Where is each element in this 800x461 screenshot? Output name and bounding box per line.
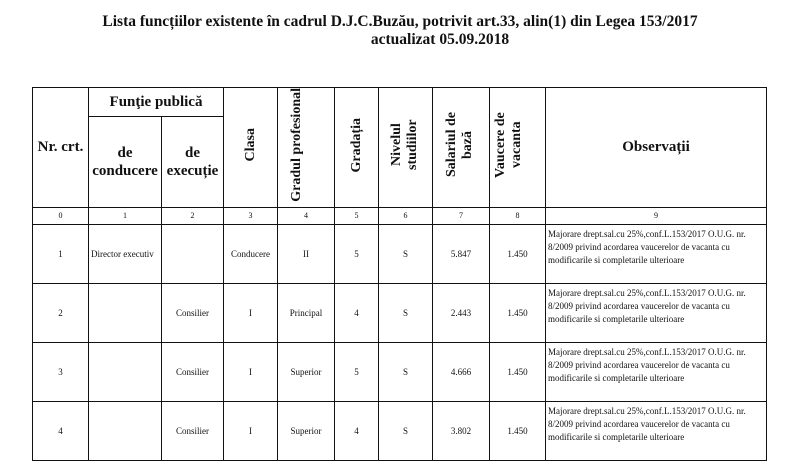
column-index-row	[33, 207, 767, 224]
cell-gradatia: 5	[335, 342, 379, 401]
cell-gradatia: 4	[335, 283, 379, 342]
header-gradatia	[335, 88, 379, 208]
column-index: 0	[33, 207, 89, 224]
document-title: Lista funcțiilor existente în cadrul D.J.C.Buzău, potrivit art.33, alin(1) din Legea 153/2017	[102, 13, 698, 30]
cell-gradul-profesional: Principal	[278, 283, 335, 342]
cell-nivelul-studiilor: S	[379, 224, 433, 283]
cell-de-conducere	[89, 342, 162, 401]
cell-nivelul-studiilor: S	[379, 401, 433, 460]
cell-nr: 1	[33, 224, 89, 283]
column-index: 3	[224, 207, 278, 224]
cell-observatii: Majorare drept.sal.cu 25%,conf.L.153/2017 O.U.G. nr. 8/2009 privind acordarea vaucerelor de vacanta cu modificarile si completarile ulterioare	[546, 342, 767, 401]
cell-de-conducere	[89, 401, 162, 460]
column-index: 2	[162, 207, 224, 224]
column-index: 7	[433, 207, 490, 224]
cell-vaucere: 1.450	[490, 401, 546, 460]
header-clasa-label: Clasa	[242, 128, 258, 162]
cell-gradul-profesional: Superior	[278, 342, 335, 401]
header-salariul-de-baza-label: Salariul de bază	[444, 112, 475, 178]
cell-clasa: I	[224, 342, 278, 401]
cell-observatii: Majorare drept.sal.cu 25%,conf.L.153/2017 O.U.G. nr. 8/2009 privind acordarea vaucerelor de vacanta cu modificarile si completarile ulterioare	[546, 224, 767, 283]
cell-clasa: Conducere	[224, 224, 278, 283]
header-nr-crt: Nr. crt.	[33, 88, 89, 208]
table-row	[33, 342, 767, 401]
cell-clasa: I	[224, 283, 278, 342]
column-index: 6	[379, 207, 433, 224]
table-row	[33, 401, 767, 460]
cell-salariul-de-baza: 4.666	[433, 342, 490, 401]
column-index: 5	[335, 207, 379, 224]
header-gradul-profesional-label: Gradul profesional	[289, 88, 304, 202]
header-nivelul-studiilor	[379, 88, 433, 208]
cell-observatii: Majorare drept.sal.cu 25%,conf.L.153/2017 O.U.G. nr. 8/2009 privind acordarea vaucerelor de vacanta cu modificarile si completarile ulterioare	[546, 283, 767, 342]
cell-nr: 3	[33, 342, 89, 401]
cell-salariul-de-baza: 3.802	[433, 401, 490, 460]
cell-de-executie: Consilier	[162, 342, 224, 401]
cell-gradul-profesional: II	[278, 224, 335, 283]
cell-salariul-de-baza: 2.443	[433, 283, 490, 342]
header-de-conducere: de conducere	[89, 116, 162, 207]
column-index: 9	[546, 207, 767, 224]
cell-gradul-profesional: Superior	[278, 401, 335, 460]
cell-gradatia: 4	[335, 401, 379, 460]
cell-salariul-de-baza: 5.847	[433, 224, 490, 283]
header-vaucere-de-vacanta	[490, 88, 546, 208]
header-salariul-de-baza	[433, 88, 490, 208]
header-vaucere-label: Vaucere de vacanta	[492, 111, 524, 178]
header-nivelul-studiilor-label: Nivelul studiilor	[388, 119, 420, 171]
cell-nivelul-studiilor: S	[379, 283, 433, 342]
header-functie-publica: Funţie publică	[89, 88, 224, 117]
cell-vaucere: 1.450	[490, 224, 546, 283]
cell-nr: 2	[33, 283, 89, 342]
table-row	[33, 283, 767, 342]
cell-de-executie: Consilier	[162, 283, 224, 342]
header-gradul-profesional	[278, 88, 335, 208]
header-de-executie: de execuție	[162, 116, 224, 207]
cell-de-conducere	[89, 283, 162, 342]
cell-observatii: Majorare drept.sal.cu 25%,conf.L.153/2017 O.U.G. nr. 8/2009 privind acordarea vaucerelor de vacanta cu modificarile si completarile ulterioare	[546, 401, 767, 460]
column-index: 1	[89, 207, 162, 224]
document-subtitle: actualizat 05.09.2018	[370, 31, 510, 48]
table-row	[33, 224, 767, 283]
cell-vaucere: 1.450	[490, 283, 546, 342]
header-observatii: Observații	[546, 88, 767, 208]
column-index: 4	[278, 207, 335, 224]
header-gradatia-label: Gradația	[348, 117, 364, 173]
header-clasa	[224, 88, 278, 208]
cell-de-executie	[162, 224, 224, 283]
column-index: 8	[490, 207, 546, 224]
cell-vaucere: 1.450	[490, 342, 546, 401]
cell-clasa: I	[224, 401, 278, 460]
cell-de-conducere: Director executiv	[89, 224, 162, 283]
cell-nr: 4	[33, 401, 89, 460]
functions-table	[32, 87, 767, 461]
cell-de-executie: Consilier	[162, 401, 224, 460]
cell-gradatia: 5	[335, 224, 379, 283]
cell-nivelul-studiilor: S	[379, 342, 433, 401]
